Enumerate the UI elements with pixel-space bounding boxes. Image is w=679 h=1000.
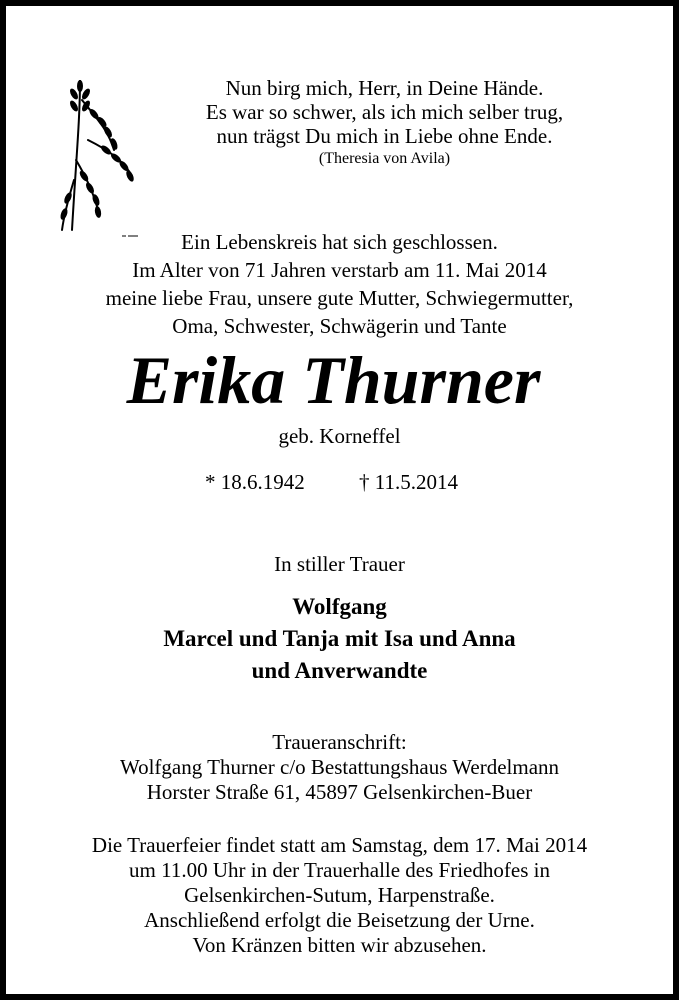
ceremony-line: um 11.00 Uhr in der Trauerhalle des Friedhofes in	[129, 858, 550, 882]
verse-line: nun trägst Du mich in Liebe ohne Ende.	[216, 124, 553, 148]
intro-line: Ein Lebenskreis hat sich geschlossen.	[181, 230, 498, 254]
verse-line: Nun birg mich, Herr, in Deine Hände.	[225, 76, 544, 100]
maiden-name: geb. Korneffel	[278, 424, 401, 448]
mourners-list	[0, 592, 679, 686]
ceremony-line: Von Kränzen bitten wir abzusehen.	[192, 933, 487, 957]
address-heading: Traueranschrift:	[272, 730, 407, 754]
ceremony-block	[0, 833, 679, 957]
mourner-name: und Anverwandte	[251, 658, 428, 683]
intro-line: Im Alter von 71 Jahren verstarb am 11. Mai 2014	[132, 258, 547, 282]
intro-line: Oma, Schwester, Schwägerin und Tante	[172, 314, 507, 338]
birth-date: * 18.6.1942	[205, 470, 305, 494]
maiden-name-block	[0, 424, 679, 448]
ceremony-line: Anschließend erfolgt die Beisetzung der Urne.	[144, 908, 535, 932]
intro-line: meine liebe Frau, unsere gute Mutter, Schwiegermutter,	[105, 286, 574, 310]
verse	[45, 76, 679, 170]
mourner-name: Wolfgang	[292, 594, 387, 619]
deceased-name-block	[0, 340, 673, 420]
mourner-name: Marcel und Tanja mit Isa und Anna	[163, 626, 516, 651]
verse-line: Es war so schwer, als ich mich selber trug,	[205, 100, 564, 124]
ceremony-line: Die Trauerfeier findet statt am Samstag, dem 17. Mai 2014	[91, 833, 588, 857]
address-block	[0, 730, 679, 804]
mourning-intro: In stiller Trauer	[274, 552, 405, 576]
verse-attribution: (Theresia von Avila)	[318, 150, 451, 167]
death-date: † 11.5.2014	[359, 470, 458, 494]
mourning-intro-block	[0, 552, 679, 576]
address-line: Horster Straße 61, 45897 Gelsenkirchen-Buer	[146, 780, 533, 804]
intro-text	[0, 230, 679, 338]
ceremony-line: Gelsenkirchen-Sutum, Harpenstraße.	[184, 883, 495, 907]
deceased-name: Erika Thurner	[126, 342, 541, 418]
address-line: Wolfgang Thurner c/o Bestattungshaus Werdelmann	[119, 755, 560, 779]
